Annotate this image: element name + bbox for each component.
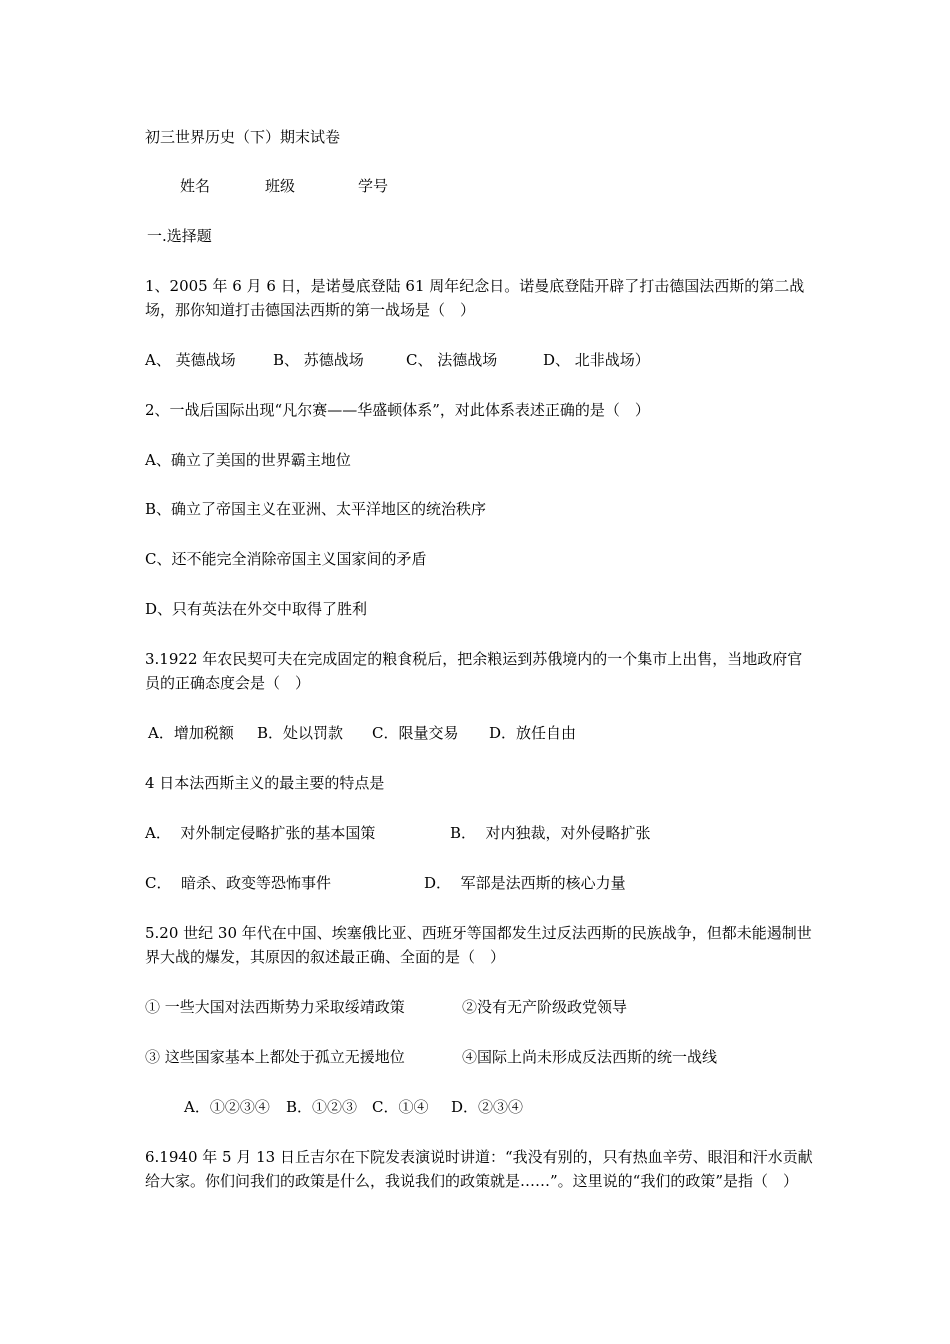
q3-option-b: B．处以罚款 <box>257 724 344 742</box>
question-5-stem: 5.20 世纪 30 年代在中国、埃塞俄比亚、西班牙等国都发生过反法西斯的民族战争，但都未能遏制世界大战的爆发，其原因的叙述最正确、全面的是（ ） <box>145 924 812 966</box>
q4-option-d: D． 军部是法西斯的核心力量 <box>424 874 626 892</box>
q5-option-d: D．②③④ <box>451 1098 524 1116</box>
q4-option-a: A． 对外制定侵略扩张的基本国策 <box>145 824 376 842</box>
q1-option-a: A、 英德战场 <box>145 351 236 369</box>
q5-item-4: ④国际上尚未形成反法西斯的统一战线 <box>462 1048 718 1066</box>
q1-option-d: D、 北非战场） <box>543 351 650 369</box>
q2-option-d: D、只有英法在外交中取得了胜利 <box>145 600 368 618</box>
q4-option-b: B． 对内独裁，对外侵略扩张 <box>450 824 651 842</box>
q4-option-c: C． 暗杀、政变等恐怖事件 <box>145 874 332 892</box>
question-6-stem: 6.1940 年 5 月 13 日丘吉尔在下院发表演说时讲道：“我没有别的，只有热血辛劳、眼泪和汗水贡献给大家。你们问我们的政策是什么，我说我们的政策就是……”。这里说的“我们的政策”是指（ ） <box>145 1148 813 1190</box>
name-label: 姓名 <box>180 177 211 195</box>
exam-title: 初三世界历史（下）期末试卷 <box>145 128 341 146</box>
q5-option-a: A．①②③④ <box>184 1098 270 1116</box>
question-2-stem: 2、一战后国际出现“凡尔赛——华盛顿体系”，对此体系表述正确的是（ ） <box>145 401 650 419</box>
q3-option-c: C．限量交易 <box>372 724 459 742</box>
q3-option-d: D．放任自由 <box>489 724 577 742</box>
section-heading: 一.选择题 <box>147 227 212 245</box>
q5-item-2: ②没有无产阶级政党领导 <box>462 998 628 1016</box>
q2-option-b: B、确立了帝国主义在亚洲、太平洋地区的统治秩序 <box>145 500 487 518</box>
q2-option-a: A、确立了美国的世界霸主地位 <box>145 451 351 469</box>
q5-item-1: ① 一些大国对法西斯势力采取绥靖政策 <box>145 998 405 1016</box>
q1-option-b: B、 苏德战场 <box>273 351 364 369</box>
question-3-stem: 3.1922 年农民契可夫在完成固定的粮食税后，把余粮运到苏俄境内的一个集市上出售，当地政府官员的正确态度会是（ ） <box>145 650 803 692</box>
q3-option-a: A．增加税额 <box>148 724 234 742</box>
q5-option-b: B．①②③ <box>286 1098 358 1116</box>
q2-option-c: C、还不能完全消除帝国主义国家间的矛盾 <box>145 550 427 568</box>
q1-option-c: C、 法德战场 <box>406 351 498 369</box>
q5-item-3: ③ 这些国家基本上都处于孤立无援地位 <box>145 1048 405 1066</box>
student-id-label: 学号 <box>358 177 389 195</box>
q5-option-c: C．①④ <box>372 1098 429 1116</box>
question-1-stem: 1、2005 年 6 月 6 日，是诺曼底登陆 61 周年纪念日。诺曼底登陆开辟了打击德国法西斯的第二战场，那你知道打击德国法西斯的第一战场是（ ） <box>145 277 805 319</box>
question-4-stem: 4 日本法西斯主义的最主要的特点是 <box>145 774 385 792</box>
class-label: 班级 <box>265 177 296 195</box>
